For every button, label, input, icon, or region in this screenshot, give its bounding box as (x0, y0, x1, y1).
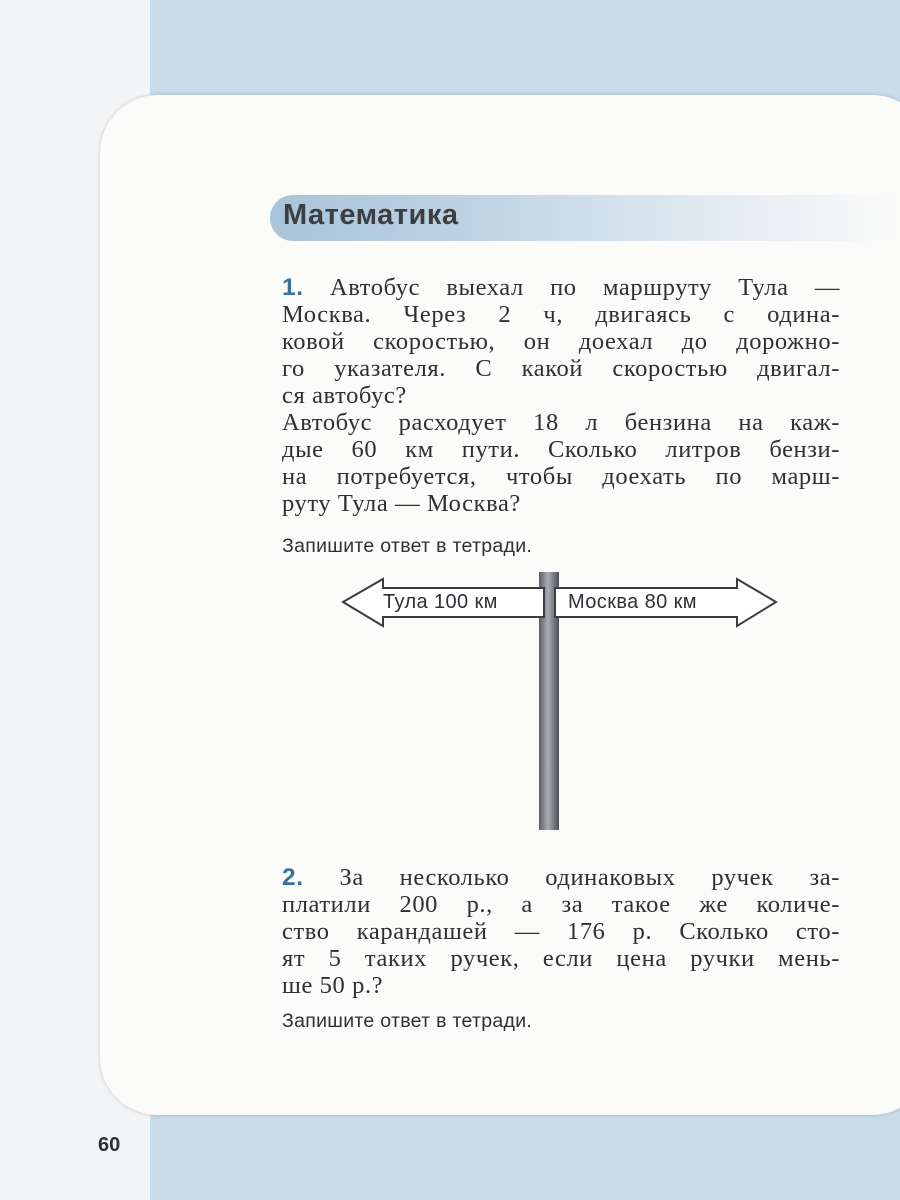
page-number: 60 (98, 1134, 121, 1156)
task-1-line: руту Тула — Москва? (282, 490, 521, 517)
task-1-line: Автобус расходует 18 л бензина на каж- (282, 409, 840, 436)
section-title: Математика (283, 199, 459, 231)
task-2-line: ство карандашей — 176 р. Сколько сто- (282, 918, 840, 945)
task-1-line: ковой скоростью, он доехал до дорожно- (282, 328, 840, 355)
task-2 (282, 864, 840, 999)
task-2-number: 2. (282, 864, 304, 891)
task-1-line: на потребуется, чтобы доехать по марш- (282, 463, 840, 490)
task-2-line: ше 50 р.? (282, 972, 384, 999)
task-1-line: дые 60 км пути. Сколько литров бензи- (282, 436, 840, 463)
left-sign-label: Тула 100 км (383, 591, 498, 613)
task-2-line: ят 5 таких ручек, если цена ручки мень- (282, 945, 840, 972)
task-1-line: го указателя. С какой скоростью двигал- (282, 355, 840, 382)
task-1-line: Москва. Через 2 ч, двигаясь с одина- (282, 301, 840, 328)
right-sign-label: Москва 80 км (568, 591, 697, 613)
task-1-line: ся автобус? (282, 382, 407, 409)
task-2-line: платили 200 р., а за такое же количе- (282, 891, 840, 918)
task-1-line: 1. Автобус выехал по маршруту Тула — (282, 274, 840, 301)
task-2-instruction: Запишите ответ в тетради. (282, 1010, 533, 1032)
task-2-line: 2. За несколько одинаковых ручек за- (282, 864, 841, 891)
task-1-number: 1. (282, 274, 304, 301)
task-1-instruction: Запишите ответ в тетради. (282, 535, 533, 557)
